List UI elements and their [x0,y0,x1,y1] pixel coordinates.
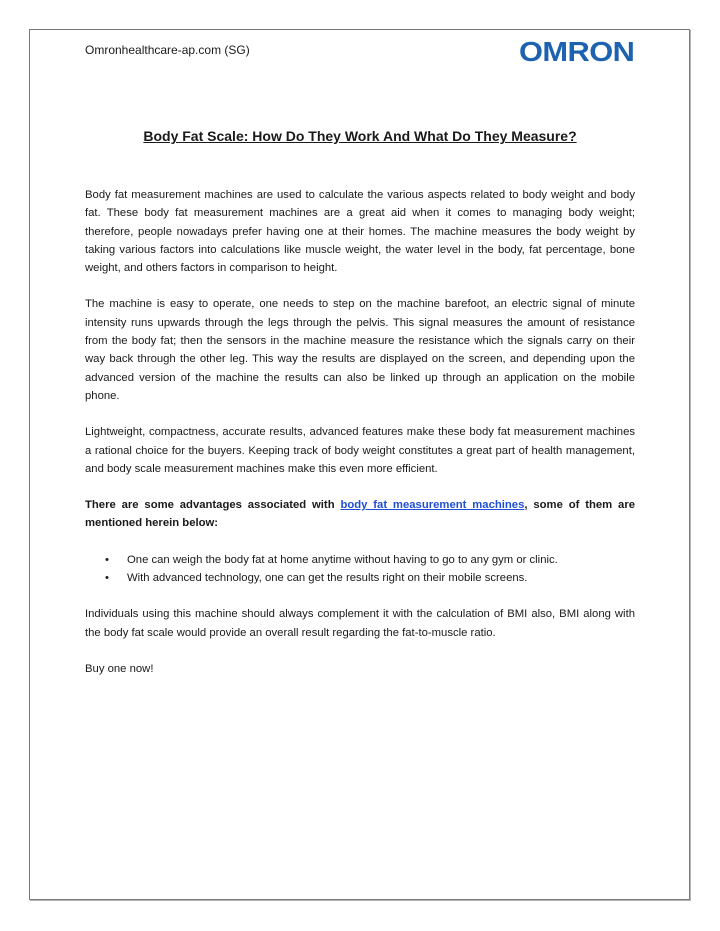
advantages-intro-text: There are some advantages associated with [85,499,341,512]
list-item [85,551,635,569]
closing-paragraph: Individuals using this machine should always complement it with the calculation of BMI also, BMI along with the body fat scale would provide an overall result regarding the fat-to-muscle ratio. [85,608,635,639]
bullet-icon: • [105,553,109,566]
article-title: Body Fat Scale: How Do They Work And What Do They Measure? [143,128,577,144]
paragraph: Lightweight, compactness, accurate results, advanced features make these body fat measurement machines a rational choice for the buyers. Keeping track of body weight constitutes a great part of health management, and body scale measurement machines make this even more efficient. [85,426,635,475]
list-item-text: One can weigh the body fat at home anytime without having to go to any gym or clinic. [127,553,558,566]
paragraph: Body fat measurement machines are used to calculate the various aspects related to body weight and body fat. These body fat measurement machines are a great aid when it comes to managing body weight; therefore, people nowadays prefer having one at their homes. The machine measures the body weight by taking various factors into calculations like muscle weight, the water level in the body, fat percentage, bone weight, and others factors in comparison to height. [85,189,635,275]
omron-logo: OMRON [519,36,635,67]
list-item-text: With advanced technology, one can get the results right on their mobile screens. [127,572,528,585]
body-fat-machines-link[interactable]: body fat measurement machines [340,499,525,512]
bullet-icon: • [105,572,109,585]
advantages-outro-text: , some of them are mentioned herein below: [85,499,635,530]
source-site: Omronhealthcare-ap.com (SG) [85,43,250,57]
call-to-action: Buy one now! [85,662,154,675]
paragraph: The machine is easy to operate, one needs to step on the machine barefoot, an electric signal of minute intensity runs upwards through the legs through the pelvis. This signal measures the amount of resistance from the body fat; then the sensors in the machine measure the resistance which the signals carry on their way back through the other leg. This way the results are displayed on the screen, and depending upon the advanced version of the machine the results can also be linked up through an application on the mobile phone. [85,298,635,402]
advantages-list [85,551,635,588]
article-body [85,186,635,696]
advantages-intro [85,496,635,533]
list-item [85,569,635,587]
